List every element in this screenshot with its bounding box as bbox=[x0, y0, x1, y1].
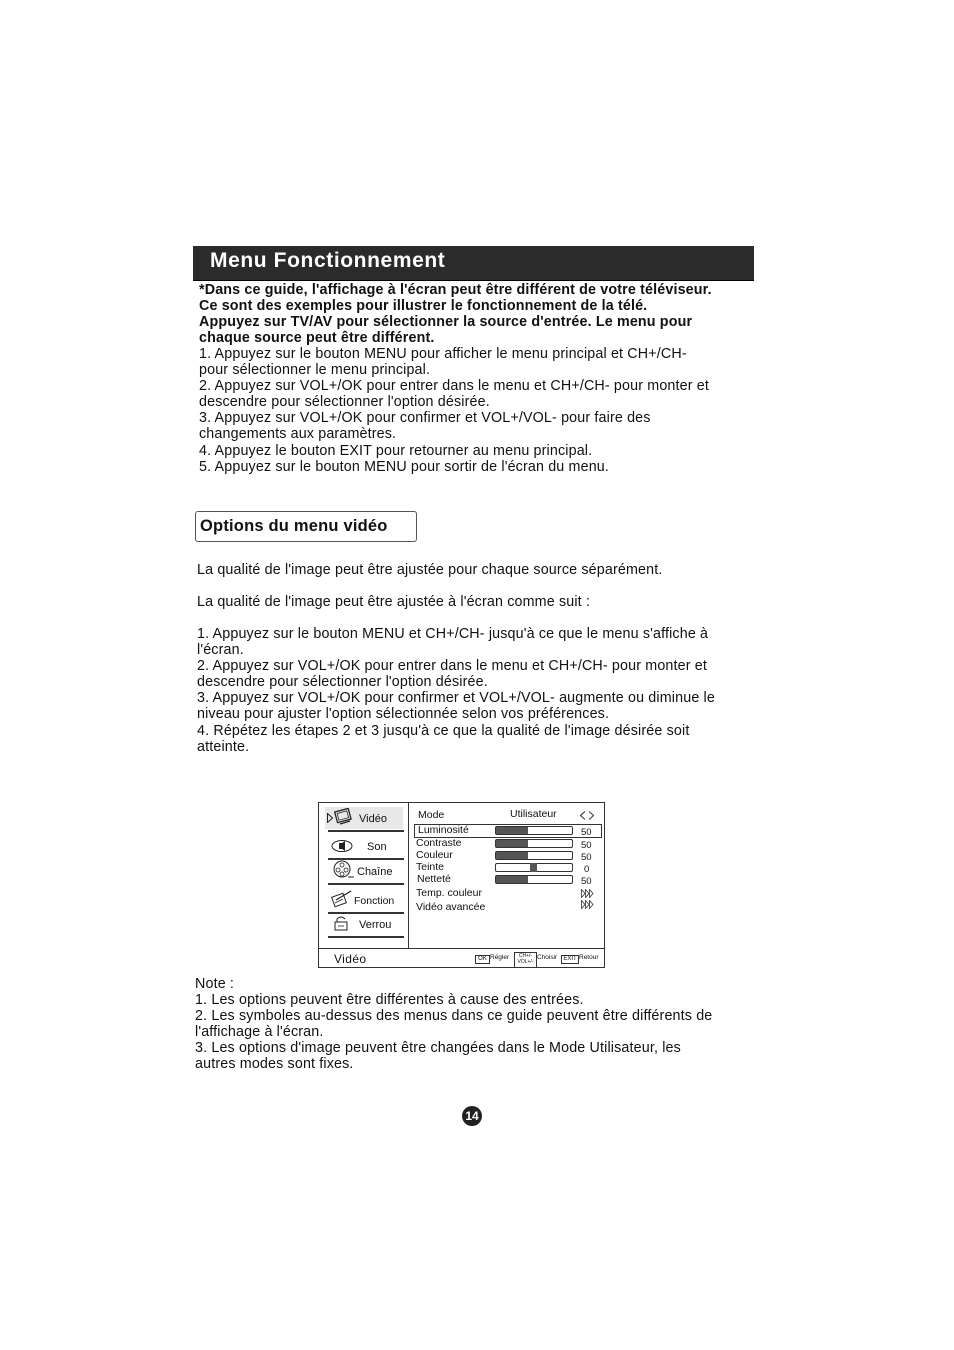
page-title: Menu Fonctionnement bbox=[210, 249, 446, 272]
osd-level-fill bbox=[496, 827, 528, 834]
osd-level-fill bbox=[496, 840, 528, 847]
video-paragraph-1: La qualité de l'image peut être ajustée pour chaque source séparément. bbox=[197, 562, 663, 578]
osd-mode-label: Mode bbox=[418, 809, 445, 821]
video-paragraph-2: La qualité de l'image peut être ajustée à l'écran comme suit : bbox=[197, 594, 591, 610]
ch-vol-key: CH+/- VOL+/- bbox=[514, 952, 537, 968]
osd-menu-figure bbox=[318, 802, 605, 968]
osd-sidebar-label: Chaîne bbox=[357, 866, 393, 878]
pen-icon bbox=[331, 889, 353, 909]
intro-steps: 1. Appuyez sur le bouton MENU pour afficher le menu principal et CH+/CH- pour sélectionner le menu principal. 2. Appuyez sur VOL+/OK pour entrer dans le menu et CH+/CH- pour monter et descendre pour sélectionner l'option désirée. 3. Appuyez sur VOL+/OK pour confirmer et VOL+/VOL- pour faire des changements aux paramètres. 4. Appuyez le bouton EXIT pour retourner au menu principal. 5. Appuyez sur le bouton MENU pour sortir de l'écran du menu. bbox=[199, 346, 710, 475]
osd-level-bar bbox=[495, 875, 573, 884]
osd-item-value: 50 bbox=[581, 876, 592, 887]
exit-key: EXIT bbox=[561, 955, 579, 964]
osd-sidebar bbox=[319, 803, 408, 946]
video-steps: 1. Appuyez sur le bouton MENU et CH+/CH- jusqu'à ce que le menu s'affiche à l'écran. 2. Appuyez sur VOL+/OK pour entrer dans le menu et CH+/CH- pour monter et descendre pour sélectionner l'option désirée. 3. Appuyez sur VOL+/OK pour confirmer et VOL+/VOL- augmente ou diminue le niveau pour ajuster l'option sélectionnée selon vos préférences. 4. Répétez les étapes 2 et 3 jusqu'à ce que la qualité de l'image désirée soit atteinte. bbox=[197, 626, 715, 755]
osd-sidebar-label: Verrou bbox=[359, 919, 392, 931]
osd-level-marker bbox=[530, 863, 537, 872]
exit-key-action: Retour bbox=[579, 954, 599, 961]
osd-current-menu-label: Vidéo bbox=[334, 952, 367, 966]
osd-item-value: 0 bbox=[584, 864, 590, 875]
osd-sidebar-item-verrou bbox=[325, 913, 403, 935]
intro-warning: *Dans ce guide, l'affichage à l'écran peut être différent de votre téléviseur. Ce sont des exemples pour illustrer le fonctionnement de la télé. Appuyez sur TV/AV pour sélectionner la source d'entrée. Le menu pour chaque source peut être différent. bbox=[199, 282, 712, 347]
osd-temp-couleur-label: Temp. couleur bbox=[416, 887, 482, 899]
film-reel-icon bbox=[332, 860, 354, 880]
osd-mode-value: Utilisateur bbox=[510, 808, 557, 820]
osd-sidebar-item-son bbox=[325, 835, 403, 857]
osd-level-bar bbox=[495, 851, 573, 860]
osd-item-label: Netteté bbox=[417, 873, 451, 885]
ch-key-action: Choisir bbox=[537, 954, 558, 961]
osd-sidebar-label: Son bbox=[367, 841, 387, 853]
osd-sidebar-label: Fonction bbox=[354, 895, 395, 907]
triple-arrow-icon bbox=[581, 889, 595, 898]
triple-arrow-icon bbox=[581, 900, 595, 909]
page-number: 14 bbox=[462, 1106, 482, 1126]
ok-key-action: Régler bbox=[490, 954, 510, 961]
osd-level-fill bbox=[496, 876, 528, 883]
osd-sidebar-item-fonction bbox=[325, 889, 403, 911]
notes: Note : 1. Les options peuvent être différentes à cause des entrées. 2. Les symboles au-dessus des menus dans ce guide peuvent être différents de l'affichage à l'écran. 3. Les options d'image peuvent être changées dans le Mode Utilisateur, les autres modes sont fixes. bbox=[195, 976, 713, 1073]
section-header bbox=[193, 246, 754, 281]
osd-item-value: 50 bbox=[581, 827, 592, 838]
subsection-title-box bbox=[195, 511, 417, 542]
osd-video-avancee-label: Vidéo avancée bbox=[416, 901, 486, 913]
tv-icon bbox=[334, 808, 354, 826]
osd-item-label: Contraste bbox=[416, 837, 462, 849]
osd-sidebar-item-chaine bbox=[325, 860, 403, 882]
play-arrow-icon bbox=[327, 813, 333, 823]
subsection-title: Options du menu vidéo bbox=[200, 517, 388, 535]
osd-item-value: 50 bbox=[581, 840, 592, 851]
osd-item-label: Luminosité bbox=[418, 824, 469, 836]
osd-level-fill bbox=[496, 852, 528, 859]
osd-sidebar-item-video bbox=[325, 807, 403, 829]
left-right-arrows-icon bbox=[580, 811, 594, 820]
osd-level-bar bbox=[495, 826, 573, 835]
ok-key: OK bbox=[475, 955, 490, 964]
speaker-icon bbox=[331, 839, 353, 853]
osd-level-bar bbox=[495, 863, 573, 872]
lock-icon bbox=[333, 916, 353, 932]
osd-level-bar bbox=[495, 839, 573, 848]
osd-item-value: 50 bbox=[581, 852, 592, 863]
osd-item-label: Teinte bbox=[416, 861, 445, 873]
osd-item-label: Couleur bbox=[416, 849, 453, 861]
osd-sidebar-label: Vidéo bbox=[359, 813, 387, 825]
